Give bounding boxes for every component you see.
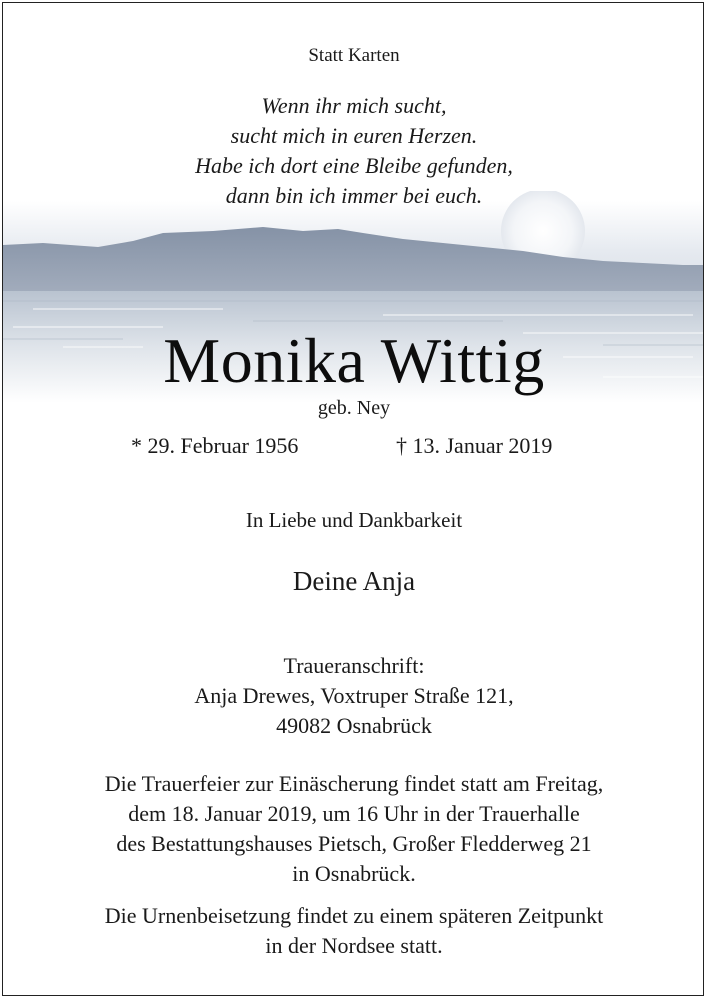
death-date: † 13. Januar 2019 (396, 433, 553, 458)
paragraph-line: Die Trauerfeier zur Einäscherung findet statt am Freitag, (104, 771, 604, 796)
paragraph-line: dem 18. Januar 2019, um 16 Uhr in der Trauerhalle (128, 801, 580, 826)
header-statt-karten: Statt Karten (308, 45, 400, 66)
address-line: 49082 Osnabrück (276, 713, 432, 738)
paragraph-line: des Bestattungshauses Pietsch, Großer Fledderweg 21 (116, 831, 592, 856)
mourning-address (3, 651, 704, 741)
paragraph-line: in der Nordsee statt. (265, 933, 443, 958)
poem-line: Habe ich dort eine Bleibe gefunden, (195, 153, 513, 178)
poem-line: sucht mich in euren Herzen. (230, 123, 478, 148)
poem-line: dann bin ich immer bei euch. (225, 183, 483, 208)
poem-line: Wenn ihr mich sucht, (261, 93, 447, 118)
signature: Deine Anja (292, 566, 416, 596)
paragraph-line: Die Urnenbeisetzung findet zu einem späteren Zeitpunkt (104, 903, 604, 928)
address-line: Anja Drewes, Voxtruper Straße 121, (194, 683, 514, 708)
poem (3, 91, 704, 211)
life-dates (3, 433, 704, 463)
maiden-name: geb. Ney (317, 397, 391, 419)
paragraph-line: in Osnabrück. (292, 861, 416, 886)
birth-date: * 29. Februar 1956 (131, 433, 299, 458)
closing-phrase: In Liebe und Dankbarkeit (245, 508, 463, 532)
burial-paragraph (3, 901, 704, 961)
funeral-paragraph (3, 769, 704, 889)
address-label: Traueranschrift: (283, 653, 425, 678)
obituary-card (2, 2, 704, 996)
deceased-name: Monika Wittig (163, 325, 545, 396)
